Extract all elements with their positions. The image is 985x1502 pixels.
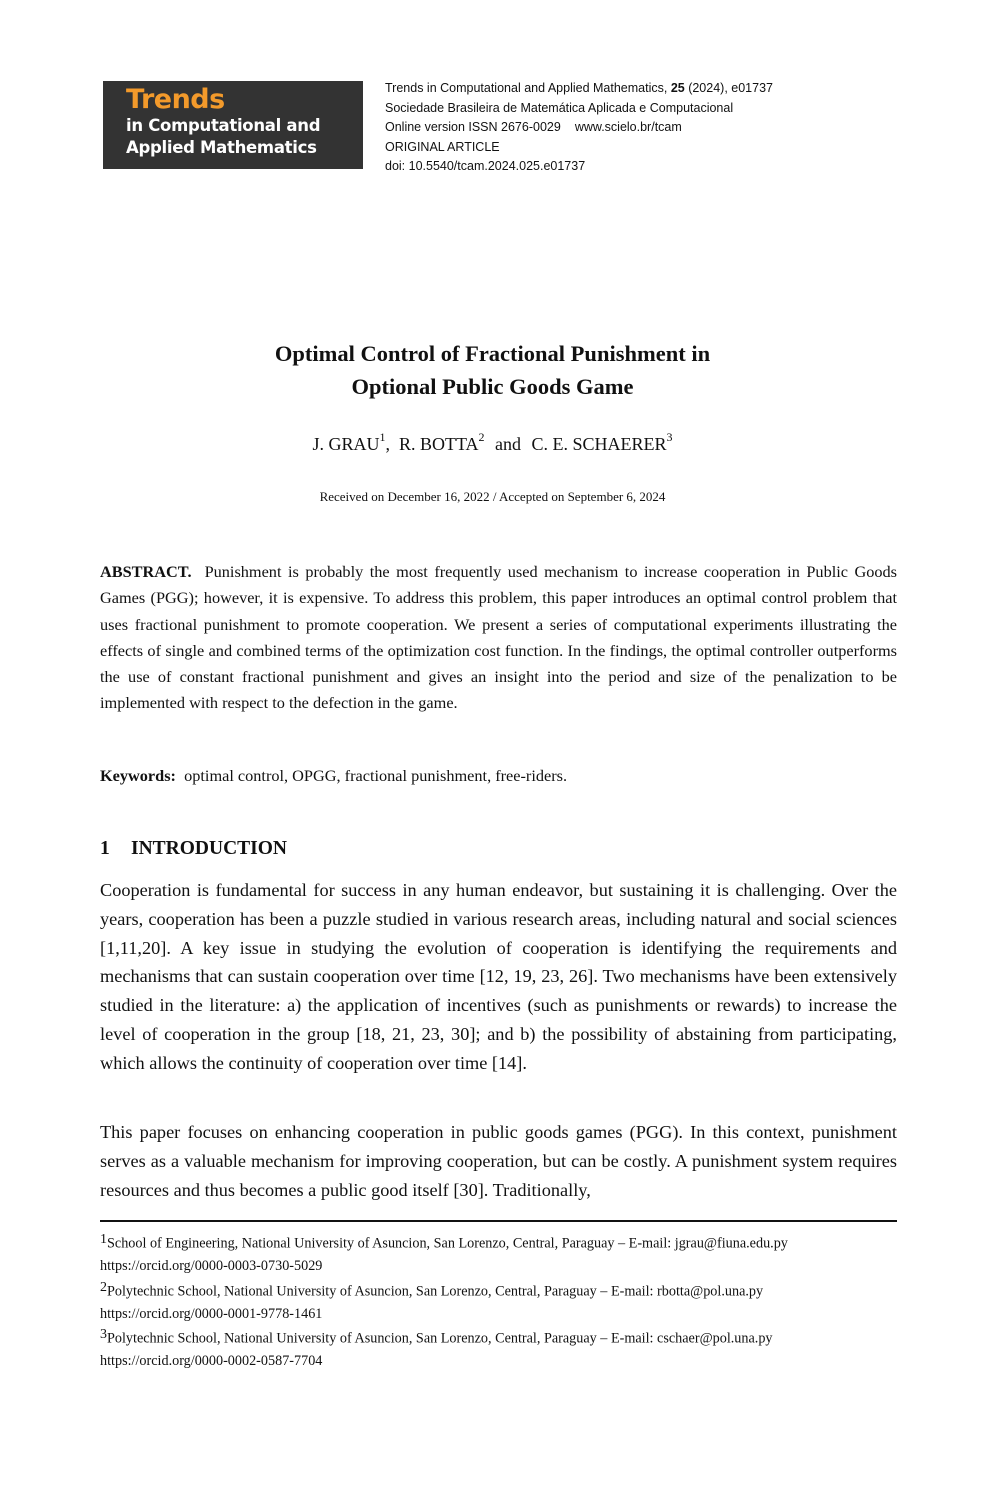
section-number: 1 bbox=[100, 838, 110, 859]
title-line2: Optional Public Goods Game bbox=[351, 374, 634, 399]
body-paragraph: Cooperation is fundamental for success in any human endeavor, but sustaining it is challenging. Over the years, cooperation has been a puzzle studied in various research areas, including natural and social sciences [1,11,20]. A key issue in studying the evolution of cooperation is identifying the requirements and mechanisms that can sustain cooperation over time [12, 19, 23, 26]. Two mechanisms have been extensively studied in the literature: a) the application of incentives (such as punishments or rewards) to increase the level of cooperation in the group [18, 21, 23, 30]; and b) the possibility of abstaining from participating, which allows the continuity of cooperation over time [14]. bbox=[100, 880, 897, 1073]
footnote-mark: 1 bbox=[100, 1232, 107, 1247]
logo-subtitle-line2: Applied Mathematics bbox=[126, 138, 317, 157]
doi-link[interactable]: doi: 10.5540/tcam.2024.025.e01737 bbox=[385, 159, 586, 174]
orcid-link[interactable]: https://orcid.org/0000-0002-0587-7704 bbox=[100, 1352, 323, 1369]
footnote bbox=[100, 1323, 897, 1372]
journal-volume: 25 bbox=[670, 81, 685, 95]
abstract bbox=[100, 559, 897, 717]
author-list: J. GRAU$^1$, R. BOTTA$^2$ and C. E. SCHAERER$^3$ bbox=[312, 430, 673, 454]
title-line1: Optimal Control of Fractional Punishment in bbox=[274, 341, 711, 366]
footnote-text: Polytechnic School, National University of Asuncion, San Lorenzo, Central, Paraguay – E-mail: cschaer@pol.una.py bbox=[107, 1330, 773, 1347]
footnote-text: Polytechnic School, National University of Asuncion, San Lorenzo, Central, Paraguay – E-mail: rbotta@pol.una.py bbox=[107, 1283, 764, 1300]
received-dates: Received on December 16, 2022 / Accepted on September 6, 2024 bbox=[319, 489, 666, 504]
footnote-mark: 2 bbox=[100, 1280, 107, 1295]
keywords-text: optimal control, OPGG, fractional punishment, free-riders. bbox=[184, 766, 568, 785]
author-affiliation-mark: 2 bbox=[478, 430, 485, 444]
body-paragraph: This paper focuses on enhancing cooperation in public goods games (PGG). In this context, punishment serves as a valuable mechanism for improving cooperation, but can be costly. A punishment system requires resources and thus becomes a public good itself [30]. Traditionally, bbox=[100, 1122, 897, 1200]
orcid-link[interactable]: https://orcid.org/0000-0001-9778-1461 bbox=[100, 1305, 323, 1322]
footnote-divider bbox=[100, 1220, 897, 1222]
author-name: C. E. SCHAERER bbox=[531, 434, 667, 454]
journal-info bbox=[385, 79, 773, 177]
abstract-text: Punishment is probably the most frequently used mechanism to increase cooperation in Public Goods Games (PGG); however, it is expensive. To address this problem, this paper introduces an optimal control problem that uses fractional punishment to promote cooperation. We present a series of computational experiments illustrating the effects of single and combined terms of the optimization cost function. In the findings, the optimal controller outperforms the use of constant fractional punishment and gives an insight into the period and size of the penalization to be implemented with respect to the defection in the game. bbox=[100, 562, 898, 713]
footnote bbox=[100, 1228, 897, 1277]
journal-issn: Online version ISSN 2676-0029 bbox=[385, 120, 561, 135]
author-affiliation-mark: 3 bbox=[666, 430, 673, 444]
keywords bbox=[100, 763, 897, 789]
footnote-mark: 3 bbox=[100, 1327, 107, 1342]
author-name: J. GRAU bbox=[312, 434, 380, 454]
author-conjunction: and bbox=[495, 434, 522, 454]
paper-title bbox=[0, 337, 985, 403]
abstract-label: ABSTRACT. bbox=[100, 562, 192, 581]
section-heading bbox=[100, 836, 287, 862]
author-affiliation-mark: 1 bbox=[379, 430, 386, 444]
orcid-link[interactable]: https://orcid.org/0000-0003-0730-5029 bbox=[100, 1257, 323, 1274]
journal-society: Sociedade Brasileira de Matemática Aplicada e Computacional bbox=[385, 100, 734, 115]
keywords-label: Keywords: bbox=[100, 766, 176, 785]
logo-title: Trends bbox=[126, 84, 225, 115]
logo-subtitle-line1: in Computational and bbox=[126, 116, 321, 135]
journal-name: Trends in Computational and Applied Mathematics, bbox=[385, 81, 671, 95]
footnote-text: School of Engineering, National University of Asuncion, San Lorenzo, Central, Paraguay – E-mail: jgrau@fiuna.edu.py bbox=[107, 1235, 788, 1252]
journal-year-id: (2024), e01737 bbox=[684, 81, 773, 95]
journal-logo bbox=[103, 81, 363, 169]
journal-issn-row bbox=[385, 118, 773, 138]
author-name: R. BOTTA bbox=[398, 434, 479, 454]
journal-url-link[interactable]: www.scielo.br/tcam bbox=[574, 120, 682, 135]
article-type: ORIGINAL ARTICLE bbox=[385, 139, 500, 154]
section-title: INTRODUCTION bbox=[131, 838, 288, 859]
footnote bbox=[100, 1276, 897, 1325]
journal-citation bbox=[385, 79, 773, 99]
